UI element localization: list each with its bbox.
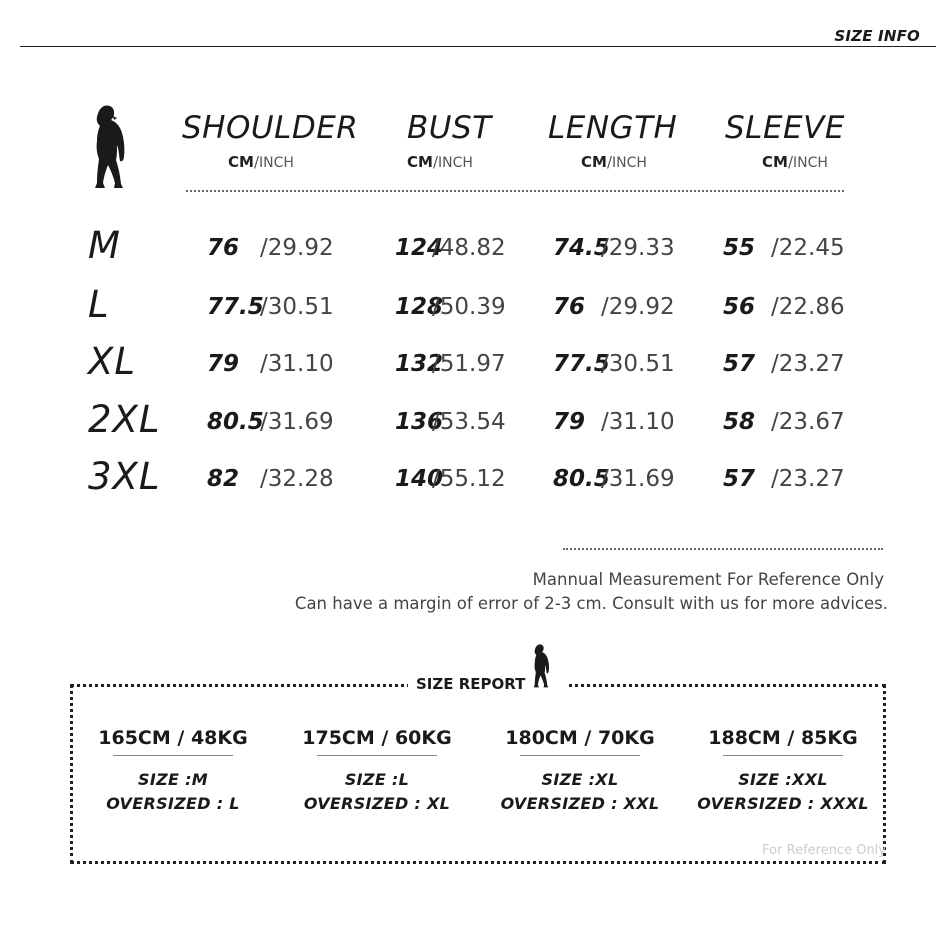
measurement-note: Mannual Measurement For Reference Only — [532, 570, 884, 589]
inch-value — [601, 466, 675, 492]
column-title-sleeve: SLEEVE — [725, 110, 845, 146]
inch-value-text: /31.69 — [260, 409, 334, 435]
header-dotted-divider — [186, 190, 844, 192]
inch-value — [771, 235, 845, 261]
recommended-size: SIZE :XXL — [738, 770, 828, 789]
inch-value-text: /31.10 — [601, 409, 675, 435]
margin-error-note: Can have a margin of error of 2-3 cm. Consult with us for more advices. — [294, 594, 888, 613]
cm-value — [723, 409, 755, 435]
inch-value — [260, 351, 334, 377]
inch-value — [432, 409, 506, 435]
cm-value — [553, 294, 585, 320]
inch-value-text: /29.92 — [601, 294, 675, 320]
height-weight: 175CM / 60KG — [302, 727, 452, 749]
size-label: L — [88, 283, 110, 326]
cm-value-text: 80.5 — [207, 409, 264, 435]
reference-footnote: For Reference Only — [762, 843, 886, 858]
inch-value — [432, 235, 506, 261]
inch-value-text: /55.12 — [432, 466, 506, 492]
entry-divider — [317, 755, 437, 756]
inch-value — [432, 351, 506, 377]
cm-value-text: 58 — [723, 409, 756, 435]
cm-value — [207, 466, 239, 492]
size-label: M — [88, 224, 121, 267]
size-report-entry — [282, 727, 472, 813]
entry-divider — [113, 755, 233, 756]
unit-label-bust: CM/INCH — [407, 153, 473, 171]
inch-value-text: /29.33 — [601, 235, 675, 261]
inch-value-text: /23.27 — [771, 351, 845, 377]
inch-value-text: /22.45 — [771, 235, 845, 261]
cm-value-text: 76 — [207, 235, 240, 261]
ape-figure-icon — [84, 104, 134, 190]
inch-value — [771, 409, 845, 435]
cm-value-text: 80.5 — [553, 466, 610, 492]
inch-value — [601, 294, 675, 320]
cm-value-text: 55 — [723, 235, 756, 261]
inch-value — [601, 409, 675, 435]
oversized-size: OVERSIZED : L — [106, 794, 240, 813]
cm-value-text: 124 — [395, 235, 444, 261]
entry-divider — [723, 755, 843, 756]
cm-value-text: 77.5 — [553, 351, 610, 377]
cm-value — [723, 294, 755, 320]
inch-value-text: /22.86 — [771, 294, 845, 320]
inch-value-text: /29.92 — [260, 235, 334, 261]
cm-value-text: 82 — [207, 466, 240, 492]
size-label: 2XL — [88, 398, 161, 441]
inch-value — [601, 351, 675, 377]
cm-value-text: 76 — [553, 294, 586, 320]
inch-value-text: /50.39 — [432, 294, 506, 320]
cm-value-text: 56 — [723, 294, 756, 320]
cm-value — [207, 235, 239, 261]
inch-value — [432, 466, 506, 492]
column-title-length: LENGTH — [548, 110, 678, 146]
size-report-title: SIZE REPORT — [416, 675, 526, 693]
height-weight: 165CM / 48KG — [98, 727, 248, 749]
cm-value-text: 79 — [553, 409, 586, 435]
inch-value — [771, 466, 845, 492]
inch-value — [260, 235, 334, 261]
size-report-entry — [485, 727, 675, 813]
cm-value-text: 132 — [395, 351, 444, 377]
oversized-size: OVERSIZED : XXXL — [697, 794, 869, 813]
column-title-shoulder: SHOULDER — [182, 110, 359, 146]
cm-value-text: 128 — [395, 294, 444, 320]
unit-label-shoulder: CM/INCH — [228, 153, 294, 171]
cm-value-text: 57 — [723, 351, 756, 377]
inch-value — [260, 294, 334, 320]
cm-value-text: 77.5 — [207, 294, 264, 320]
header-divider — [20, 46, 936, 47]
inch-value-text: /23.27 — [771, 466, 845, 492]
cm-value — [723, 351, 755, 377]
inch-value — [771, 351, 845, 377]
size-report-entry — [688, 727, 878, 813]
size-info-label: SIZE INFO — [834, 27, 920, 45]
unit-label-sleeve: CM/INCH — [762, 153, 828, 171]
cm-value — [553, 409, 585, 435]
inch-value — [432, 294, 506, 320]
cm-value-text: 79 — [207, 351, 240, 377]
inch-value-text: /30.51 — [601, 351, 675, 377]
notes-dotted-divider — [563, 548, 883, 550]
inch-value — [260, 409, 334, 435]
size-label: XL — [88, 340, 136, 383]
recommended-size: SIZE :L — [344, 770, 410, 789]
ape-figure-icon — [528, 642, 554, 690]
inch-value-text: /31.69 — [601, 466, 675, 492]
cm-value — [207, 351, 239, 377]
size-report-entry — [78, 727, 268, 813]
inch-value-text: /32.28 — [260, 466, 334, 492]
height-weight: 180CM / 70KG — [505, 727, 655, 749]
cm-value — [207, 409, 264, 435]
inch-value — [260, 466, 334, 492]
inch-value-text: /23.67 — [771, 409, 845, 435]
inch-value — [601, 235, 675, 261]
cm-value-text: 140 — [395, 466, 444, 492]
oversized-size: OVERSIZED : XL — [303, 794, 451, 813]
recommended-size: SIZE :M — [138, 770, 208, 789]
inch-value-text: /31.10 — [260, 351, 334, 377]
cm-value — [723, 466, 755, 492]
column-title-bust: BUST — [407, 110, 492, 146]
cm-value-text: 57 — [723, 466, 756, 492]
inch-value-text: /48.82 — [432, 235, 506, 261]
size-label: 3XL — [88, 455, 161, 498]
inch-value-text: /30.51 — [260, 294, 334, 320]
inch-value-text: /53.54 — [432, 409, 506, 435]
cm-value-text: 74.5 — [553, 235, 610, 261]
cm-value-text: 136 — [395, 409, 444, 435]
recommended-size: SIZE :XL — [541, 770, 619, 789]
oversized-size: OVERSIZED : XXL — [500, 794, 660, 813]
inch-value — [771, 294, 845, 320]
inch-value-text: /51.97 — [432, 351, 506, 377]
entry-divider — [520, 755, 640, 756]
cm-value — [723, 235, 755, 261]
cm-value — [207, 294, 264, 320]
height-weight: 188CM / 85KG — [708, 727, 858, 749]
unit-label-length: CM/INCH — [581, 153, 647, 171]
